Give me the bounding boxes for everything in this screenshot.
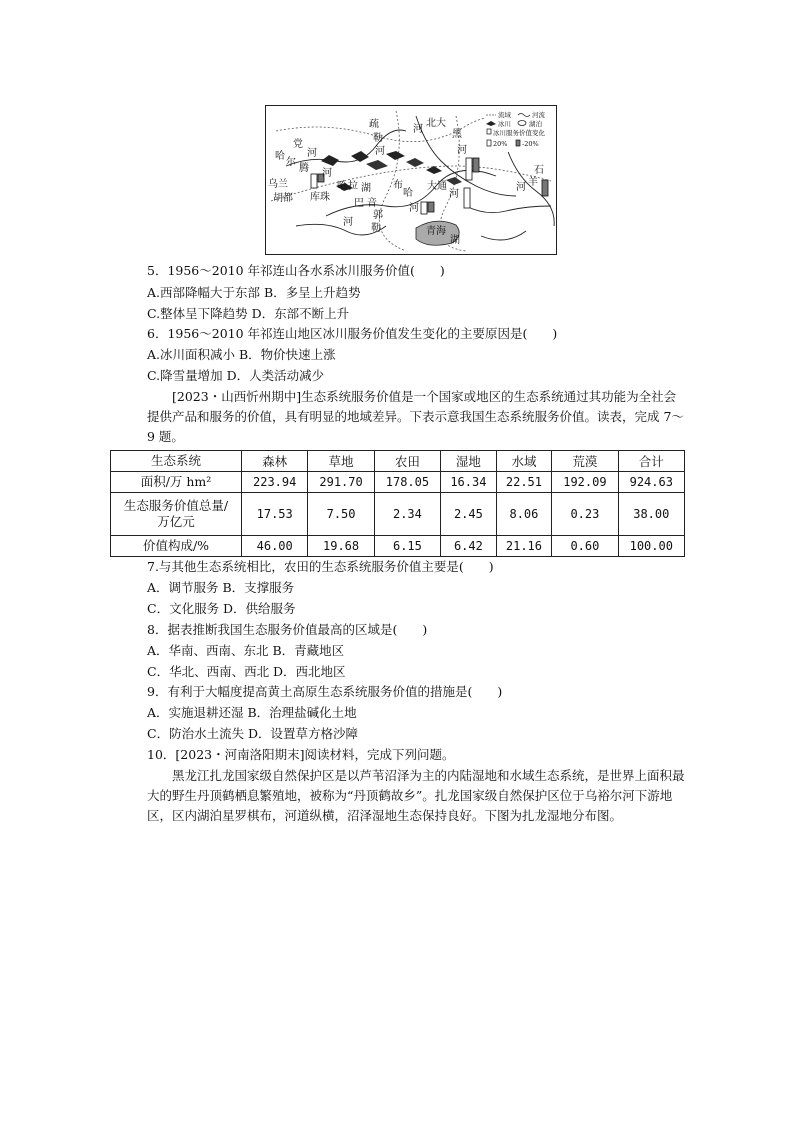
- label-shi: 石: [534, 165, 544, 176]
- q6-stem: 6．1956～2010 年祁连山地区冰川服务价值发生变化的主要原因是( ): [147, 326, 558, 341]
- q10-stem: 10．[2023・河南洛阳期末]阅读材料，完成下列问题。: [147, 747, 455, 762]
- label-yang: 羊: [528, 177, 538, 188]
- label-shu: 疏: [369, 119, 379, 130]
- q5-options-cd: C.整体呈下降趋势 D．东部不断上升: [147, 306, 350, 321]
- header-cell: 水域: [496, 451, 552, 472]
- row-label-line: 万亿元: [157, 514, 195, 529]
- header-cell: 合计: [618, 451, 684, 472]
- table-cell: 223.94: [242, 472, 308, 493]
- q8-stem: 8．据表推断我国生态服务价值最高的区域是( ): [147, 622, 428, 637]
- label-er: 尔: [286, 157, 296, 168]
- row-label: 价值构成/%: [111, 536, 242, 557]
- intro-paragraph: [2023・山西忻州期中]生态系统服务价值是一个国家或地区的生态系统通过其功能为全社会提供产品和服务的价值，具有明显的地域差异。下表示意我国生态系统服务价值。读表，完成 7～9 题。: [147, 389, 684, 444]
- table-cell: 16.34: [441, 472, 497, 493]
- label-bu: 布: [393, 180, 403, 191]
- header-cell: 草地: [308, 451, 374, 472]
- value-change-bar: [466, 158, 472, 180]
- label-ha: 哈: [403, 188, 413, 199]
- glacier: [406, 158, 424, 167]
- value-change-bar: [428, 202, 434, 212]
- label-he: 河: [516, 182, 526, 193]
- row-label: [111, 493, 242, 536]
- label-ha: 哈: [337, 181, 347, 192]
- table-cell: 291.70: [308, 472, 374, 493]
- label-kuzhu: 库珠: [310, 192, 330, 203]
- table-cell: 7.50: [308, 493, 374, 536]
- label-datong: 大通: [427, 181, 447, 192]
- table-cell: 38.00: [618, 493, 684, 536]
- q7-options-ab: A．调节服务 B．支撑服务: [147, 580, 295, 595]
- label-he: 河: [409, 203, 419, 214]
- table-cell: 17.53: [242, 493, 308, 536]
- label-qinghai: 青海: [426, 226, 446, 237]
- table-cell: 22.51: [496, 472, 552, 493]
- label-hei: 黑: [452, 129, 462, 140]
- label-he: 河: [457, 145, 467, 156]
- table-row-share: [111, 536, 685, 557]
- label-wulan: 乌兰: [268, 179, 288, 190]
- legend-lake: 湖泊: [529, 120, 542, 128]
- value-change-bar: [473, 158, 479, 172]
- river: [466, 206, 551, 213]
- river: [286, 130, 406, 166]
- table-cell: 924.63: [618, 472, 684, 493]
- qilian-glacier-map: [265, 105, 557, 255]
- label-ha: 哈: [275, 151, 285, 162]
- river: [481, 231, 526, 240]
- q5-options-ab: A.西部降幅大于东部 B．多呈上升趋势: [147, 285, 361, 300]
- q9-stem: 9．有利于大幅度提高黄土高原生态系统服务价值的措施是( ): [147, 684, 503, 699]
- table-cell: 8.06: [496, 493, 552, 536]
- header-cell: 森林: [242, 451, 308, 472]
- legend-basin: 流域: [498, 111, 511, 119]
- label-dang: 党: [293, 139, 303, 150]
- table-cell: 2.45: [441, 493, 497, 536]
- table-header-row: [111, 451, 685, 472]
- q9-options-ab: A．实施退耕还湿 B．治理盐碱化土地: [147, 705, 357, 720]
- table-cell: 178.05: [374, 472, 440, 493]
- label-hu: 湖: [361, 183, 371, 194]
- glacier: [446, 177, 462, 185]
- row-label-line: 生态服务价值总量/: [123, 498, 229, 513]
- q9-options-cd: C．防治水土流失 D．设置草方格沙障: [147, 726, 359, 741]
- row-label: 面积/万 hm²: [111, 472, 242, 493]
- label-he: 河: [322, 168, 332, 179]
- glacier: [386, 151, 405, 160]
- legend-pos20: 20%: [493, 140, 508, 148]
- header-cell: 农田: [374, 451, 440, 472]
- value-change-bar: [464, 188, 470, 208]
- glacier: [351, 151, 369, 162]
- table-cell: 19.68: [308, 536, 374, 557]
- header-cell: 湿地: [441, 451, 497, 472]
- label-le: 勒: [373, 133, 383, 144]
- label-he: 河: [413, 124, 423, 135]
- table-cell: 0.60: [552, 536, 618, 557]
- ecosystem-value-table: [110, 450, 685, 557]
- label-ba: 巴: [354, 198, 364, 209]
- header-cell: 生态系统: [111, 451, 242, 472]
- q7-stem: 7.与其他生态系统相比，农田的生态系统服务价值主要是( ): [147, 559, 494, 574]
- label-he: 河: [375, 146, 385, 157]
- table-cell: 192.09: [552, 472, 618, 493]
- value-change-bar: [421, 202, 427, 214]
- label-he: 河: [343, 217, 353, 228]
- label-hu: 湖: [450, 235, 460, 246]
- q8-options-ab: A．华南、西南、东北 B．青藏地区: [147, 643, 345, 658]
- label-guo: 郭: [373, 210, 383, 221]
- table-row-area: [111, 472, 685, 493]
- label-yin: 音: [367, 198, 377, 209]
- service-change-legend-icon: [487, 129, 491, 134]
- positive-bar-legend-icon: [487, 140, 491, 146]
- table-cell: 21.16: [496, 536, 552, 557]
- label-hudu: 胡都: [273, 193, 293, 204]
- header-cell: 荒漠: [552, 451, 618, 472]
- table-cell: 0.23: [552, 493, 618, 536]
- label-beida: 北大: [426, 118, 446, 129]
- label-he: 河: [307, 148, 317, 159]
- legend-river: 河流: [532, 111, 545, 119]
- table-cell: 46.00: [242, 536, 308, 557]
- q8-options-cd: C．华北、西南、西北 D．西北地区: [147, 664, 346, 679]
- legend-neg20: -20%: [522, 140, 539, 148]
- value-change-bar: [542, 180, 548, 196]
- table-cell: 2.34: [374, 493, 440, 536]
- glacier: [321, 155, 339, 166]
- q7-options-cd: C．文化服务 D．供给服务: [147, 601, 296, 616]
- label-le: 勒: [371, 223, 381, 234]
- legend-glacier: 冰川: [498, 120, 511, 128]
- label-la: 拉: [348, 181, 358, 192]
- table-cell: 6.42: [441, 536, 497, 557]
- label-teng: 腾: [299, 163, 309, 174]
- table-cell: 100.00: [618, 536, 684, 557]
- glacier: [366, 160, 388, 170]
- negative-bar-legend-icon: [516, 140, 520, 146]
- label-he: 河: [449, 189, 459, 200]
- q6-options-cd: C.降雪量增加 D．人类活动减少: [147, 368, 325, 383]
- table-row-value: [111, 493, 685, 536]
- q6-options-ab: A.冰川面积减小 B．物价快速上涨: [147, 347, 336, 362]
- value-change-bar: [311, 174, 317, 188]
- legend-service-change: 冰川服务价值变化: [493, 129, 545, 137]
- q10-material: 黑龙江扎龙国家级自然保护区是以芦苇沼泽为主的内陆湿地和水域生态系统，是世界上面积最大的野生丹顶鹤栖息繁殖地，被称为“丹顶鹤故乡”。扎龙国家级自然保护区位于乌裕尔河下游地区，区内湖泊星罗棋布，河道纵横，沼泽湿地生态保持良好。下图为扎龙湿地分布图。: [147, 768, 685, 823]
- q5-stem: 5．1956～2010 年祁连山各水系冰川服务价值( ): [147, 263, 445, 278]
- table-cell: 6.15: [374, 536, 440, 557]
